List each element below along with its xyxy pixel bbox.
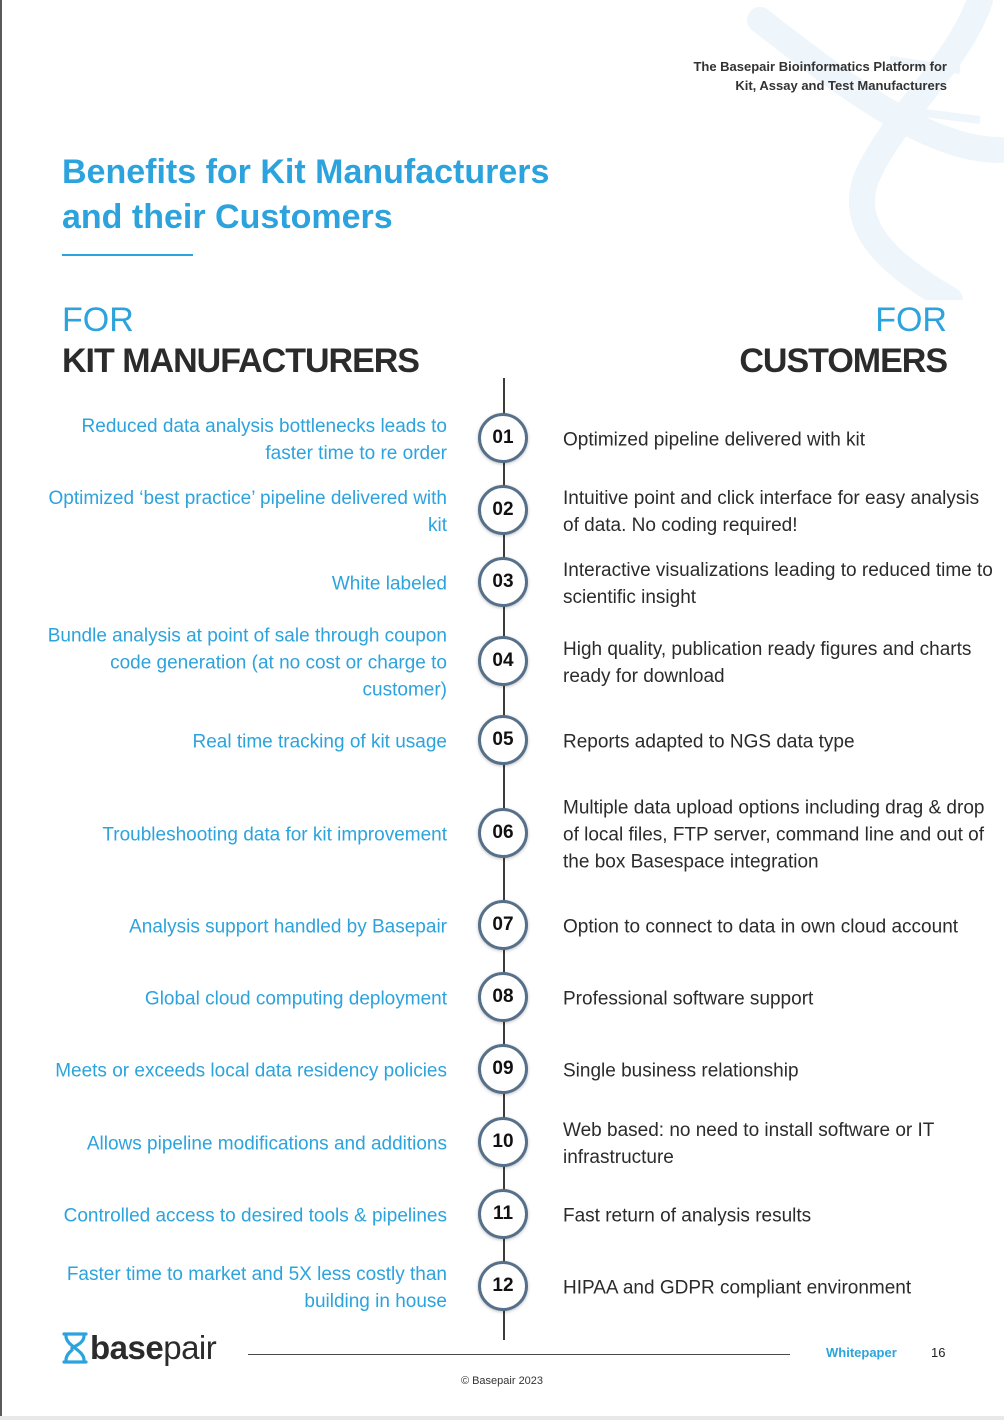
page-title-line: and their Customers — [62, 198, 393, 236]
customer-benefit-text: Interactive visualizations leading to reduced time to scientific insight — [563, 560, 993, 608]
logo-light: pair — [163, 1329, 217, 1366]
page-bottom-edge — [0, 1416, 1004, 1420]
step-number-badge: 08 — [478, 972, 528, 1022]
step-number-badge: 02 — [478, 485, 528, 535]
step-number-badge: 09 — [478, 1044, 528, 1094]
document-header — [693, 57, 947, 95]
basepair-logo — [60, 1328, 216, 1368]
step-number-badge: 03 — [478, 557, 528, 607]
kit-benefit-text: Reduced data analysis bottlenecks leads to faster time to re order — [81, 416, 447, 464]
kit-benefit-text: White labeled — [331, 573, 447, 595]
footer-label: Whitepaper — [826, 1345, 897, 1360]
page-edge — [0, 0, 2, 1420]
kit-benefit-text: Real time tracking of kit usage — [192, 731, 447, 753]
kit-benefit-text: Faster time to market and 5X less costly than building in house — [66, 1264, 447, 1312]
step-number-badge: 04 — [478, 636, 528, 686]
kit-benefit-text: Bundle analysis at point of sale through coupon code generation (at no cost or charge to customer) — [47, 625, 447, 701]
kit-benefit-text: Global cloud computing deployment — [144, 988, 447, 1010]
step-number-badge: 12 — [478, 1261, 528, 1311]
title-underline — [62, 254, 193, 256]
kit-benefit-text: Controlled access to desired tools & pipelines — [63, 1205, 447, 1227]
customer-benefit-text: Optimized pipeline delivered with kit — [563, 429, 866, 451]
customer-benefit-text: Multiple data upload options including drag & drop of local files, FTP server, command line and out of the box Basespace integration — [563, 797, 985, 873]
left-column-heading: KIT MANUFACTURERS — [62, 342, 419, 380]
customer-benefit-text: Option to connect to data in own cloud account — [563, 916, 959, 938]
header-title-line: Kit, Assay and Test Manufacturers — [735, 78, 947, 93]
customer-benefit-text: Web based: no need to install software or IT infrastructure — [563, 1120, 935, 1168]
step-number-badge: 11 — [478, 1189, 528, 1239]
kit-manufacturers-heading — [62, 300, 419, 382]
header-title-line: The Basepair Bioinformatics Platform for — [693, 59, 947, 74]
page-title-line: Benefits for Kit Manufacturers — [62, 153, 550, 191]
kit-benefit-text: Troubleshooting data for kit improvement — [102, 824, 447, 846]
customer-benefit-text: Fast return of analysis results — [563, 1205, 812, 1227]
step-number-badge: 06 — [478, 808, 528, 858]
step-number-badge: 10 — [478, 1117, 528, 1167]
copyright: © Basepair 2023 — [460, 1375, 544, 1387]
customer-benefit-text: High quality, publication ready figures and charts ready for download — [563, 639, 972, 687]
page-number: 16 — [931, 1345, 946, 1360]
kit-benefit-text: Allows pipeline modifications and additions — [86, 1133, 447, 1155]
customer-benefit-text: Professional software support — [563, 988, 814, 1010]
customer-benefit-text: Reports adapted to NGS data type — [563, 731, 855, 753]
kit-benefit-text: Meets or exceeds local data residency policies — [55, 1060, 447, 1082]
page-title — [62, 150, 549, 240]
basepair-logo-icon — [60, 1331, 90, 1365]
right-column-heading: CUSTOMERS — [739, 342, 947, 380]
kit-benefit-text: Optimized ‘best practice’ pipeline delivered with kit — [48, 488, 447, 536]
logo-wordmark — [90, 1328, 216, 1368]
right-for-label: FOR — [875, 301, 947, 339]
footer-divider — [248, 1354, 790, 1355]
step-number-badge: 07 — [478, 900, 528, 950]
kit-benefit-text: Analysis support handled by Basepair — [129, 916, 447, 938]
left-for-label: FOR — [62, 301, 134, 339]
customer-benefit-text: Single business relationship — [563, 1060, 799, 1082]
customer-benefit-text: Intuitive point and click interface for easy analysis of data. No coding required! — [563, 488, 980, 536]
customer-benefit-text: HIPAA and GDPR compliant environment — [563, 1277, 912, 1299]
customers-heading — [739, 300, 947, 382]
step-number-badge: 01 — [478, 413, 528, 463]
dna-watermark-icon — [700, 0, 1004, 300]
logo-bold: base — [90, 1329, 164, 1366]
step-number-badge: 05 — [478, 715, 528, 765]
